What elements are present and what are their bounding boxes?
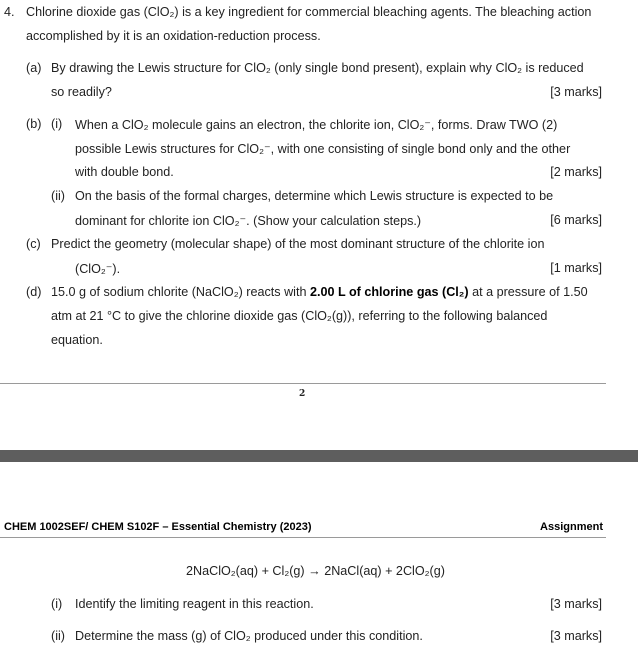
question-number: 4. <box>4 5 15 19</box>
part-b-i-label: (i) <box>51 117 63 131</box>
part-d-i-label: (i) <box>51 597 63 611</box>
footer-rule <box>0 383 606 384</box>
part-b-ii-line1: On the basis of the formal charges, determine which Lewis structure is expected to be <box>75 189 554 203</box>
balanced-equation: 2NaClO₂(aq) + Cl₂(g) → 2NaCl(aq) + 2ClO₂(g) <box>186 564 445 578</box>
document-type-label: Assignment <box>540 521 603 533</box>
part-d-line1-bold: 2.00 L of chlorine gas (Cl₂) <box>309 285 469 299</box>
part-c-line2: (ClO₂⁻). <box>75 262 121 276</box>
part-d-i-text: Identify the limiting reagent in this reaction. <box>75 597 314 611</box>
page-break-band <box>0 450 638 462</box>
part-d-i-marks: [3 marks] <box>550 597 602 611</box>
course-header: CHEM 1002SEF/ CHEM S102F – Essential Chemistry (2023) <box>4 521 312 533</box>
part-a-marks: [3 marks] <box>550 85 602 99</box>
part-b-ii-label: (ii) <box>51 189 65 203</box>
part-d-ii-marks: [3 marks] <box>550 629 602 643</box>
part-a-label: (a) <box>26 61 42 75</box>
part-d-ii-label: (ii) <box>51 629 65 643</box>
part-c-marks: [1 marks] <box>550 261 602 275</box>
header-rule <box>0 537 606 538</box>
part-c-label: (c) <box>26 237 41 251</box>
part-d-line3: equation. <box>51 333 103 347</box>
part-b-i-line3: with double bond. <box>75 165 174 179</box>
part-d-line1-pre: 15.0 g of sodium chlorite (NaClO₂) reacts with <box>51 285 310 299</box>
part-d-label: (d) <box>26 285 42 299</box>
part-b-i-marks: [2 marks] <box>550 165 602 179</box>
part-d-line1 <box>51 285 588 299</box>
part-b-label: (b) <box>26 117 42 131</box>
page-number: 2 <box>299 389 306 399</box>
part-d-line2: atm at 21 °C to give the chlorine dioxide gas (ClO₂(g)), referring to the following balanced <box>51 309 548 323</box>
question-intro-line2: accomplished by it is an oxidation-reduction process. <box>26 29 321 43</box>
part-b-i-line1: When a ClO₂ molecule gains an electron, the chlorite ion, ClO₂⁻, forms. Draw TWO (2) <box>75 118 558 132</box>
part-c-line1: Predict the geometry (molecular shape) of the most dominant structure of the chlorite ion <box>51 237 545 251</box>
part-d-ii-text: Determine the mass (g) of ClO₂ produced under this condition. <box>75 629 423 643</box>
part-d-line1-post: at a pressure of 1.50 <box>468 285 588 299</box>
question-intro-line1: Chlorine dioxide gas (ClO₂) is a key ingredient for commercial bleaching agents. The bleaching action <box>26 5 592 19</box>
part-a-line2: so readily? <box>51 85 112 99</box>
part-b-ii-marks: [6 marks] <box>550 213 602 227</box>
part-b-i-line2: possible Lewis structures for ClO₂⁻, with one consisting of single bond only and the other <box>75 142 571 156</box>
part-a-line1: By drawing the Lewis structure for ClO₂ (only single bond present), explain why ClO₂ is reduced <box>51 61 584 75</box>
part-b-ii-line2: dominant for chlorite ion ClO₂⁻. (Show your calculation steps.) <box>75 214 422 228</box>
